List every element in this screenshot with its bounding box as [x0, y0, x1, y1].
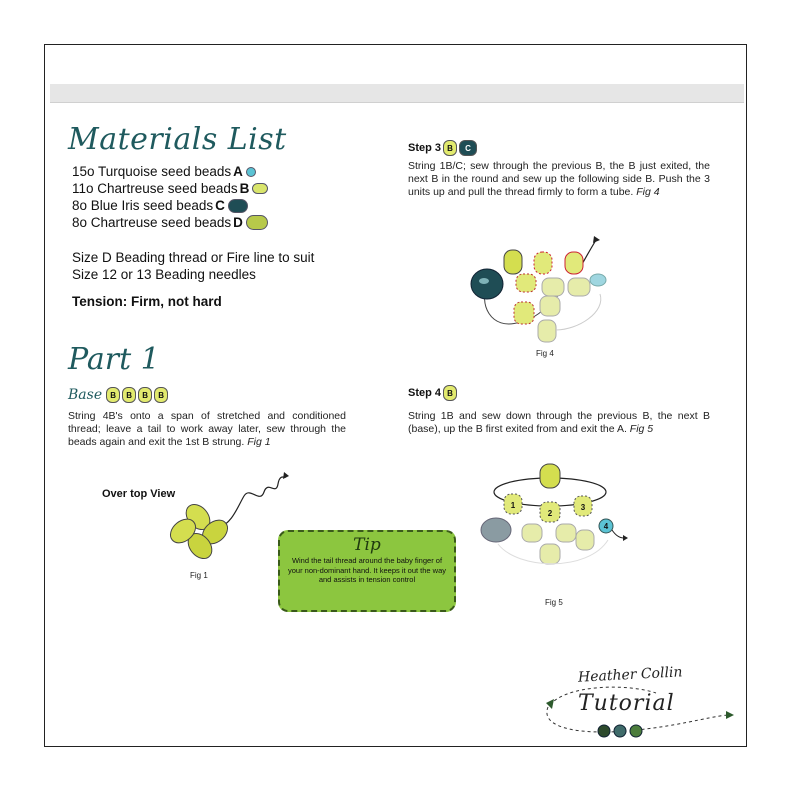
base-title: Base: [68, 387, 103, 403]
step3-fig-ref: Fig 4: [636, 186, 660, 198]
step3-heading: [408, 140, 477, 156]
bead-badge: B: [154, 387, 168, 403]
material-code: D: [233, 215, 243, 230]
step4-heading: [408, 385, 457, 401]
step3-title: Step 3: [408, 142, 442, 154]
thread-info: [72, 249, 314, 283]
logo-title: Tutorial: [578, 691, 675, 716]
step4-title: Step 4: [408, 387, 442, 399]
fig5-label: Fig 5: [545, 598, 563, 607]
fig4-label: Fig 4: [536, 349, 554, 358]
fig5-marker: 1: [510, 501, 516, 510]
materials-list: [72, 163, 268, 231]
base-label: [68, 387, 168, 403]
fig1-label: Fig 1: [190, 571, 208, 580]
page-top-bar: [50, 84, 744, 103]
bead-badge: B: [138, 387, 152, 403]
part1-heading: Part 1: [68, 342, 160, 377]
fig4-diagram: [460, 232, 620, 347]
bead-c-icon: [228, 199, 248, 213]
tip-text: Wind the tail thread around the baby finger of your non-dominant hand. It keeps it out the way and assists in tension control: [288, 556, 447, 584]
step4-fig-ref: Fig 5: [629, 423, 654, 435]
bead-badge: B: [122, 387, 136, 403]
tip-box: [278, 530, 456, 612]
material-code: B: [239, 181, 250, 196]
bead-a-icon: [246, 167, 256, 177]
material-code: C: [215, 198, 225, 213]
bead-badge: B: [443, 385, 457, 401]
material-text: 15o Turquoise seed beads: [72, 164, 232, 179]
fig5-marker: 3: [580, 503, 586, 512]
needle-line: Size 12 or 13 Beading needles: [72, 267, 256, 282]
material-text: 8o Chartreuse seed beads: [72, 215, 232, 230]
bead-d-icon: [246, 215, 268, 230]
tension-note: Tension: Firm, not hard: [72, 294, 222, 309]
material-text: 8o Blue Iris seed beads: [72, 198, 214, 213]
fig5-diagram: [478, 460, 638, 595]
fig5-marker: 2: [547, 509, 553, 518]
material-item: [72, 197, 268, 214]
fig1-diagram: [160, 466, 290, 576]
bead-b-icon: [252, 183, 268, 194]
logo-name: Heather Collin: [577, 664, 683, 686]
material-item: [72, 214, 268, 231]
step3-text: String 1B/C; sew through the previous B, the B just exited, the next B in the round and sew up the following side B. Push the 3 units up and pull the thread firmly to form a tube.: [408, 160, 710, 198]
over-top-label: Over top View: [102, 488, 176, 500]
base-fig-ref: Fig 1: [247, 436, 271, 448]
step4-text: String 1B and sew down through the previous B, the next B (base), up the B first exited from and exit the A.: [408, 410, 710, 435]
bead-badge: C: [459, 140, 477, 156]
step3-instructions: [408, 160, 710, 199]
tip-title: Tip: [353, 535, 381, 555]
material-item: [72, 180, 268, 197]
bead-badge: B: [106, 387, 120, 403]
base-instructions: [68, 410, 346, 449]
bead-badge: B: [443, 140, 457, 156]
fig5-marker: 4: [603, 522, 609, 531]
material-item: [72, 163, 268, 180]
materials-heading: Materials List: [68, 122, 287, 157]
material-code: A: [233, 164, 243, 179]
material-text: 11o Chartreuse seed beads: [72, 181, 238, 196]
step4-instructions: [408, 410, 710, 436]
thread-line: Size D Beading thread or Fire line to suit: [72, 250, 315, 265]
base-text: String 4B's onto a span of stretched and conditioned thread; leave a tail to work away later, sew through the beads again and exit the 1st B strung.: [68, 410, 346, 448]
